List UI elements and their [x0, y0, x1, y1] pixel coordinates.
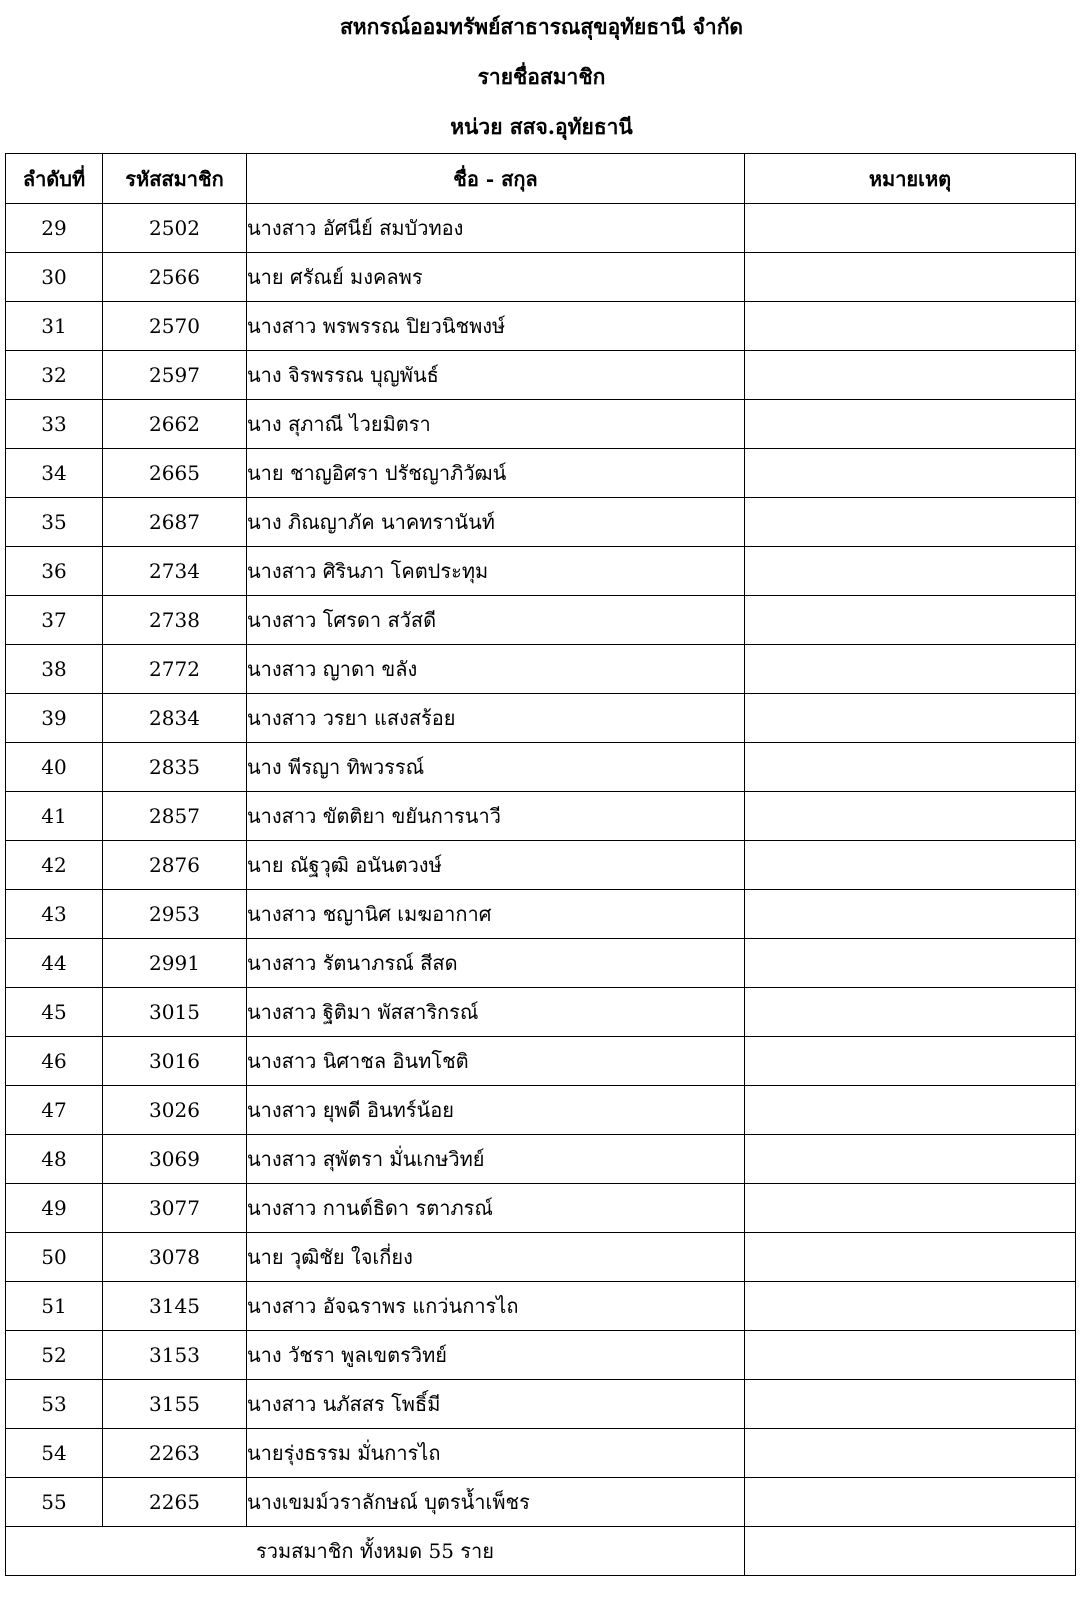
cell-name: นางสาว ฐิติมา พัสสาริกรณ์ [247, 988, 745, 1037]
cell-no: 49 [6, 1184, 103, 1233]
cell-code: 2953 [103, 890, 247, 939]
cell-no: 44 [6, 939, 103, 988]
cell-note [745, 841, 1076, 890]
cell-no: 40 [6, 743, 103, 792]
cell-code: 2263 [103, 1429, 247, 1478]
cell-no: 39 [6, 694, 103, 743]
table-row [6, 1478, 1076, 1527]
cell-name: นาง จิรพรรณ บุญพันธ์ [247, 351, 745, 400]
cell-name: นางสาว ศิรินภา โคตประทุม [247, 547, 745, 596]
cell-note [745, 1233, 1076, 1282]
cell-no: 38 [6, 645, 103, 694]
document-title: สหกรณ์ออมทรัพย์สาธารณสุขอุทัยธานี จำกัด [339, 14, 744, 39]
cell-name: นางสาว อัจฉราพร แกว่นการไถ [247, 1282, 745, 1331]
cell-no: 29 [6, 204, 103, 253]
table-row [6, 400, 1076, 449]
cell-code: 2772 [103, 645, 247, 694]
cell-no: 46 [6, 1037, 103, 1086]
cell-code: 3155 [103, 1380, 247, 1429]
cell-code: 2570 [103, 302, 247, 351]
cell-no: 51 [6, 1282, 103, 1331]
table-row [6, 792, 1076, 841]
cell-code: 2876 [103, 841, 247, 890]
cell-name: นางเขมม์วราลักษณ์ บุตรน้ำเพ็ชร [247, 1478, 745, 1527]
cell-name: นาง วัชรา พูลเขตรวิทย์ [247, 1331, 745, 1380]
cell-code: 3026 [103, 1086, 247, 1135]
cell-name: นางสาว ขัตติยา ขยันการนาวี [247, 792, 745, 841]
table-body [6, 204, 1076, 1527]
cell-no: 41 [6, 792, 103, 841]
cell-code: 2597 [103, 351, 247, 400]
cell-note [745, 1282, 1076, 1331]
cell-code: 3078 [103, 1233, 247, 1282]
cell-note [745, 694, 1076, 743]
table-row [6, 988, 1076, 1037]
table-row [6, 253, 1076, 302]
cell-name: นางสาว นิศาชล อินทโชติ [247, 1037, 745, 1086]
cell-code: 2734 [103, 547, 247, 596]
cell-name: นางสาว พรพรรณ ปิยวนิชพงษ์ [247, 302, 745, 351]
cell-code: 2834 [103, 694, 247, 743]
cell-no: 30 [6, 253, 103, 302]
cell-name: นางสาว ชญานิศ เมฆอากาศ [247, 890, 745, 939]
table-row [6, 1086, 1076, 1135]
cell-code: 2566 [103, 253, 247, 302]
cell-name: นาย ชาญอิศรา ปรัชญาภิวัฒน์ [247, 449, 745, 498]
table-row [6, 890, 1076, 939]
column-header-note: หมายเหตุ [745, 154, 1076, 204]
table-row [6, 1380, 1076, 1429]
table-row [6, 302, 1076, 351]
column-header-code: รหัสสมาชิก [103, 154, 247, 204]
cell-code: 2265 [103, 1478, 247, 1527]
total-note-cell [745, 1527, 1076, 1576]
cell-note [745, 1135, 1076, 1184]
cell-no: 37 [6, 596, 103, 645]
cell-no: 48 [6, 1135, 103, 1184]
table-row [6, 743, 1076, 792]
cell-code: 3153 [103, 1331, 247, 1380]
cell-note [745, 890, 1076, 939]
total-label: รวมสมาชิก ทั้งหมด 55 ราย [6, 1527, 745, 1576]
cell-code: 2502 [103, 204, 247, 253]
cell-name: นาง พีรญา ทิพวรรณ์ [247, 743, 745, 792]
cell-name: นางสาว รัตนาภรณ์ สีสด [247, 939, 745, 988]
cell-code: 2687 [103, 498, 247, 547]
document-subtitle: รายชื่อสมาชิก [477, 64, 606, 89]
cell-note [745, 204, 1076, 253]
cell-name: นางสาว ยุพดี อินทร์น้อย [247, 1086, 745, 1135]
cell-note [745, 547, 1076, 596]
cell-note [745, 645, 1076, 694]
cell-note [745, 1478, 1076, 1527]
cell-note [745, 939, 1076, 988]
cell-note [745, 302, 1076, 351]
cell-note [745, 988, 1076, 1037]
table-row [6, 694, 1076, 743]
cell-name: นางสาว โศรดา สวัสดี [247, 596, 745, 645]
cell-note [745, 743, 1076, 792]
cell-name: นาย ณัฐวุฒิ อนันตวงษ์ [247, 841, 745, 890]
cell-no: 35 [6, 498, 103, 547]
cell-name: นางสาว ญาดา ขลัง [247, 645, 745, 694]
cell-code: 3015 [103, 988, 247, 1037]
cell-note [745, 1037, 1076, 1086]
cell-note [745, 1086, 1076, 1135]
table-row [6, 645, 1076, 694]
cell-note [745, 449, 1076, 498]
cell-note [745, 400, 1076, 449]
cell-code: 2857 [103, 792, 247, 841]
table-row [6, 1233, 1076, 1282]
cell-no: 43 [6, 890, 103, 939]
cell-name: นาย วุฒิชัย ใจเกี่ยง [247, 1233, 745, 1282]
cell-no: 54 [6, 1429, 103, 1478]
member-table [5, 153, 1076, 1576]
table-row [6, 1037, 1076, 1086]
cell-no: 45 [6, 988, 103, 1037]
cell-name: นางสาว กานต์ธิดา รตาภรณ์ [247, 1184, 745, 1233]
cell-name: นายรุ่งธรรม มั่นการไถ [247, 1429, 745, 1478]
cell-note [745, 253, 1076, 302]
cell-no: 34 [6, 449, 103, 498]
cell-name: นางสาว วรยา แสงสร้อย [247, 694, 745, 743]
table-row [6, 1282, 1076, 1331]
cell-no: 42 [6, 841, 103, 890]
cell-no: 47 [6, 1086, 103, 1135]
table-row [6, 841, 1076, 890]
total-row [6, 1527, 1076, 1576]
table-row [6, 449, 1076, 498]
table-row [6, 596, 1076, 645]
cell-note [745, 1429, 1076, 1478]
cell-name: นางสาว อัศนีย์ สมบัวทอง [247, 204, 745, 253]
cell-name: นางสาว สุพัตรา มั่นเกษวิทย์ [247, 1135, 745, 1184]
cell-code: 2738 [103, 596, 247, 645]
cell-no: 31 [6, 302, 103, 351]
cell-name: นาง ภิณญาภัค นาคทรานันท์ [247, 498, 745, 547]
table-row [6, 1429, 1076, 1478]
cell-note [745, 1331, 1076, 1380]
cell-no: 53 [6, 1380, 103, 1429]
table-row [6, 1331, 1076, 1380]
cell-code: 3145 [103, 1282, 247, 1331]
table-row [6, 498, 1076, 547]
cell-note [745, 596, 1076, 645]
cell-no: 33 [6, 400, 103, 449]
cell-code: 2662 [103, 400, 247, 449]
table-row [6, 204, 1076, 253]
cell-code: 2665 [103, 449, 247, 498]
cell-no: 36 [6, 547, 103, 596]
table-header-row [6, 154, 1076, 204]
cell-note [745, 1380, 1076, 1429]
table-row [6, 1135, 1076, 1184]
cell-no: 32 [6, 351, 103, 400]
cell-note [745, 1184, 1076, 1233]
cell-no: 52 [6, 1331, 103, 1380]
table-row [6, 547, 1076, 596]
cell-code: 3077 [103, 1184, 247, 1233]
cell-no: 55 [6, 1478, 103, 1527]
cell-note [745, 498, 1076, 547]
cell-no: 50 [6, 1233, 103, 1282]
cell-code: 2991 [103, 939, 247, 988]
cell-code: 3069 [103, 1135, 247, 1184]
cell-code: 2835 [103, 743, 247, 792]
cell-name: นาง สุภาณี ไวยมิตรา [247, 400, 745, 449]
column-header-no: ลำดับที่ [6, 154, 103, 204]
cell-code: 3016 [103, 1037, 247, 1086]
column-header-name: ชื่อ - สกุล [247, 154, 745, 204]
cell-note [745, 351, 1076, 400]
table-row [6, 939, 1076, 988]
cell-name: นาย ศรัณย์ มงคลพร [247, 253, 745, 302]
unit-heading: หน่วย สสจ.อุทัยธานี [450, 114, 633, 139]
cell-name: นางสาว นภัสสร โพธิ์มี [247, 1380, 745, 1429]
cell-note [745, 792, 1076, 841]
table-row [6, 1184, 1076, 1233]
table-row [6, 351, 1076, 400]
